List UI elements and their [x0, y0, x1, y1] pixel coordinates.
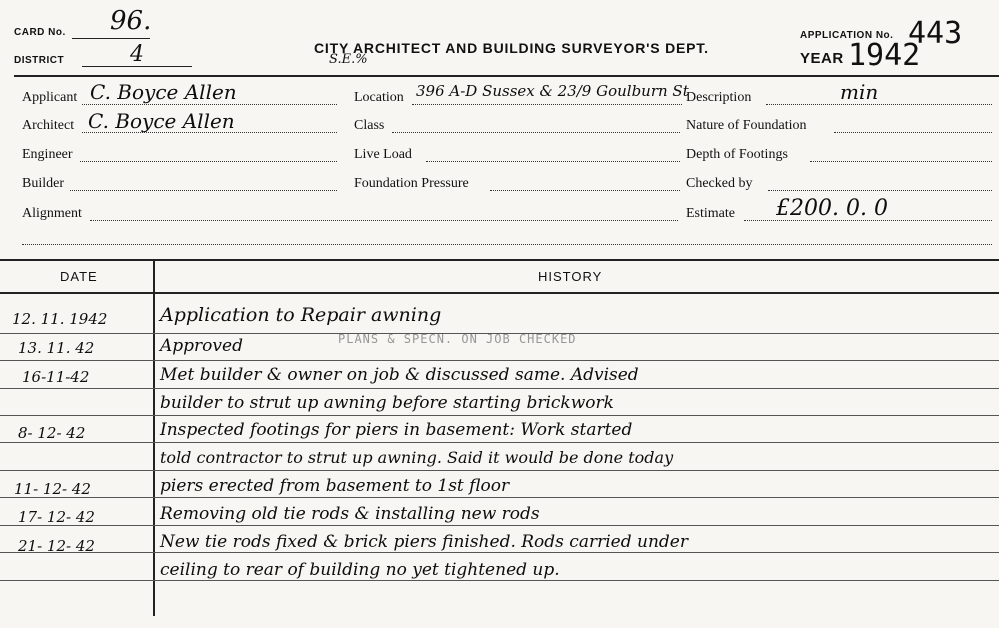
history-column-header: HISTORY [538, 269, 603, 284]
history-date: 13. 11. 42 [18, 339, 95, 357]
foundation-pressure-dots [490, 190, 680, 191]
history-rule [0, 497, 999, 498]
description-value: min [840, 80, 879, 104]
card-no-label: CARD No. [14, 27, 66, 38]
history-entry: piers erected from basement to 1st floor [160, 476, 510, 496]
location-dots [412, 104, 682, 105]
history-date: 21- 12- 42 [18, 537, 95, 555]
history-date: 12. 11. 1942 [12, 310, 108, 328]
applicant-label: Applicant [22, 90, 78, 105]
district-label: DISTRICT [14, 55, 65, 66]
history-date: 11- 12- 42 [14, 480, 91, 498]
header-rule [14, 75, 999, 77]
history-entry: Inspected footings for piers in basement: Work started [160, 420, 633, 440]
fields-bottom-dots [22, 244, 992, 245]
engineer-label: Engineer [22, 147, 73, 162]
history-rule [0, 360, 999, 361]
applicant-value: C. Boyce Allen [90, 80, 237, 104]
application-no-label: APPLICATION No. [800, 30, 894, 41]
location-label: Location [354, 90, 404, 105]
nature-of-foundation-label: Nature of Foundation [686, 118, 807, 133]
history-entry: told contractor to strut up awning. Said it would be done today [160, 448, 674, 467]
date-column-divider [153, 260, 155, 616]
location-value: 396 A-D Sussex & 23/9 Goulburn St [416, 82, 689, 100]
builder-label: Builder [22, 176, 64, 191]
history-date: 16-11-42 [22, 368, 90, 386]
alignment-label: Alignment [22, 206, 82, 221]
history-rule [0, 442, 999, 443]
history-rule [0, 388, 999, 389]
class-label: Class [354, 118, 385, 133]
architect-label: Architect [22, 118, 75, 133]
application-no-value: 443 [908, 16, 963, 51]
history-rule [0, 470, 999, 471]
architect-value: C. Boyce Allen [88, 109, 235, 133]
description-label: Description [686, 90, 752, 105]
card-no-value: 96. [110, 6, 152, 36]
live-load-label: Live Load [354, 147, 412, 162]
checked-dots [768, 190, 992, 191]
history-rule [0, 580, 999, 581]
applicant-dots [82, 104, 337, 105]
engineer-dots [80, 161, 337, 162]
depth-of-footings-label: Depth of Footings [686, 147, 788, 162]
district-value: 4 [130, 42, 144, 67]
history-entry: New tie rods fixed & brick piers finished. Rods carried under [160, 532, 688, 552]
alignment-dots [90, 220, 678, 221]
class-dots [392, 132, 680, 133]
year-label: YEAR [800, 50, 844, 67]
nature-dots [834, 132, 992, 133]
date-column-header: DATE [60, 269, 98, 284]
department-note: S.E.% [329, 52, 368, 67]
history-entry: ceiling to rear of building no yet tightened up. [160, 560, 560, 580]
foundation-pressure-label: Foundation Pressure [354, 176, 469, 191]
estimate-value: £200. 0. 0 [776, 196, 888, 221]
year-value: 1942 [848, 38, 921, 73]
history-entry: Application to Repair awning [160, 304, 442, 326]
history-entry: Removing old tie rods & installing new rods [160, 504, 540, 524]
history-rule [0, 552, 999, 553]
history-top-rule [0, 259, 999, 261]
history-entry: Met builder & owner on job & discussed same. Advised [160, 365, 639, 385]
checked-by-label: Checked by [686, 176, 753, 191]
card-no-line [72, 38, 150, 39]
depth-dots [810, 161, 992, 162]
history-rule [0, 525, 999, 526]
builder-dots [70, 190, 337, 191]
history-entry: Approved [160, 336, 243, 356]
inspection-stamp: PLANS & SPECN. ON JOB CHECKED [338, 332, 577, 346]
history-header-rule [0, 292, 999, 294]
live-load-dots [426, 161, 680, 162]
history-date: 8- 12- 42 [18, 424, 86, 442]
history-rule [0, 415, 999, 416]
history-entry: builder to strut up awning before starting brickwork [160, 393, 614, 413]
estimate-label: Estimate [686, 206, 735, 221]
history-date: 17- 12- 42 [18, 508, 95, 526]
description-dots [766, 104, 992, 105]
department-title: CITY ARCHITECT AND BUILDING SURVEYOR'S DEPT. [314, 40, 709, 56]
